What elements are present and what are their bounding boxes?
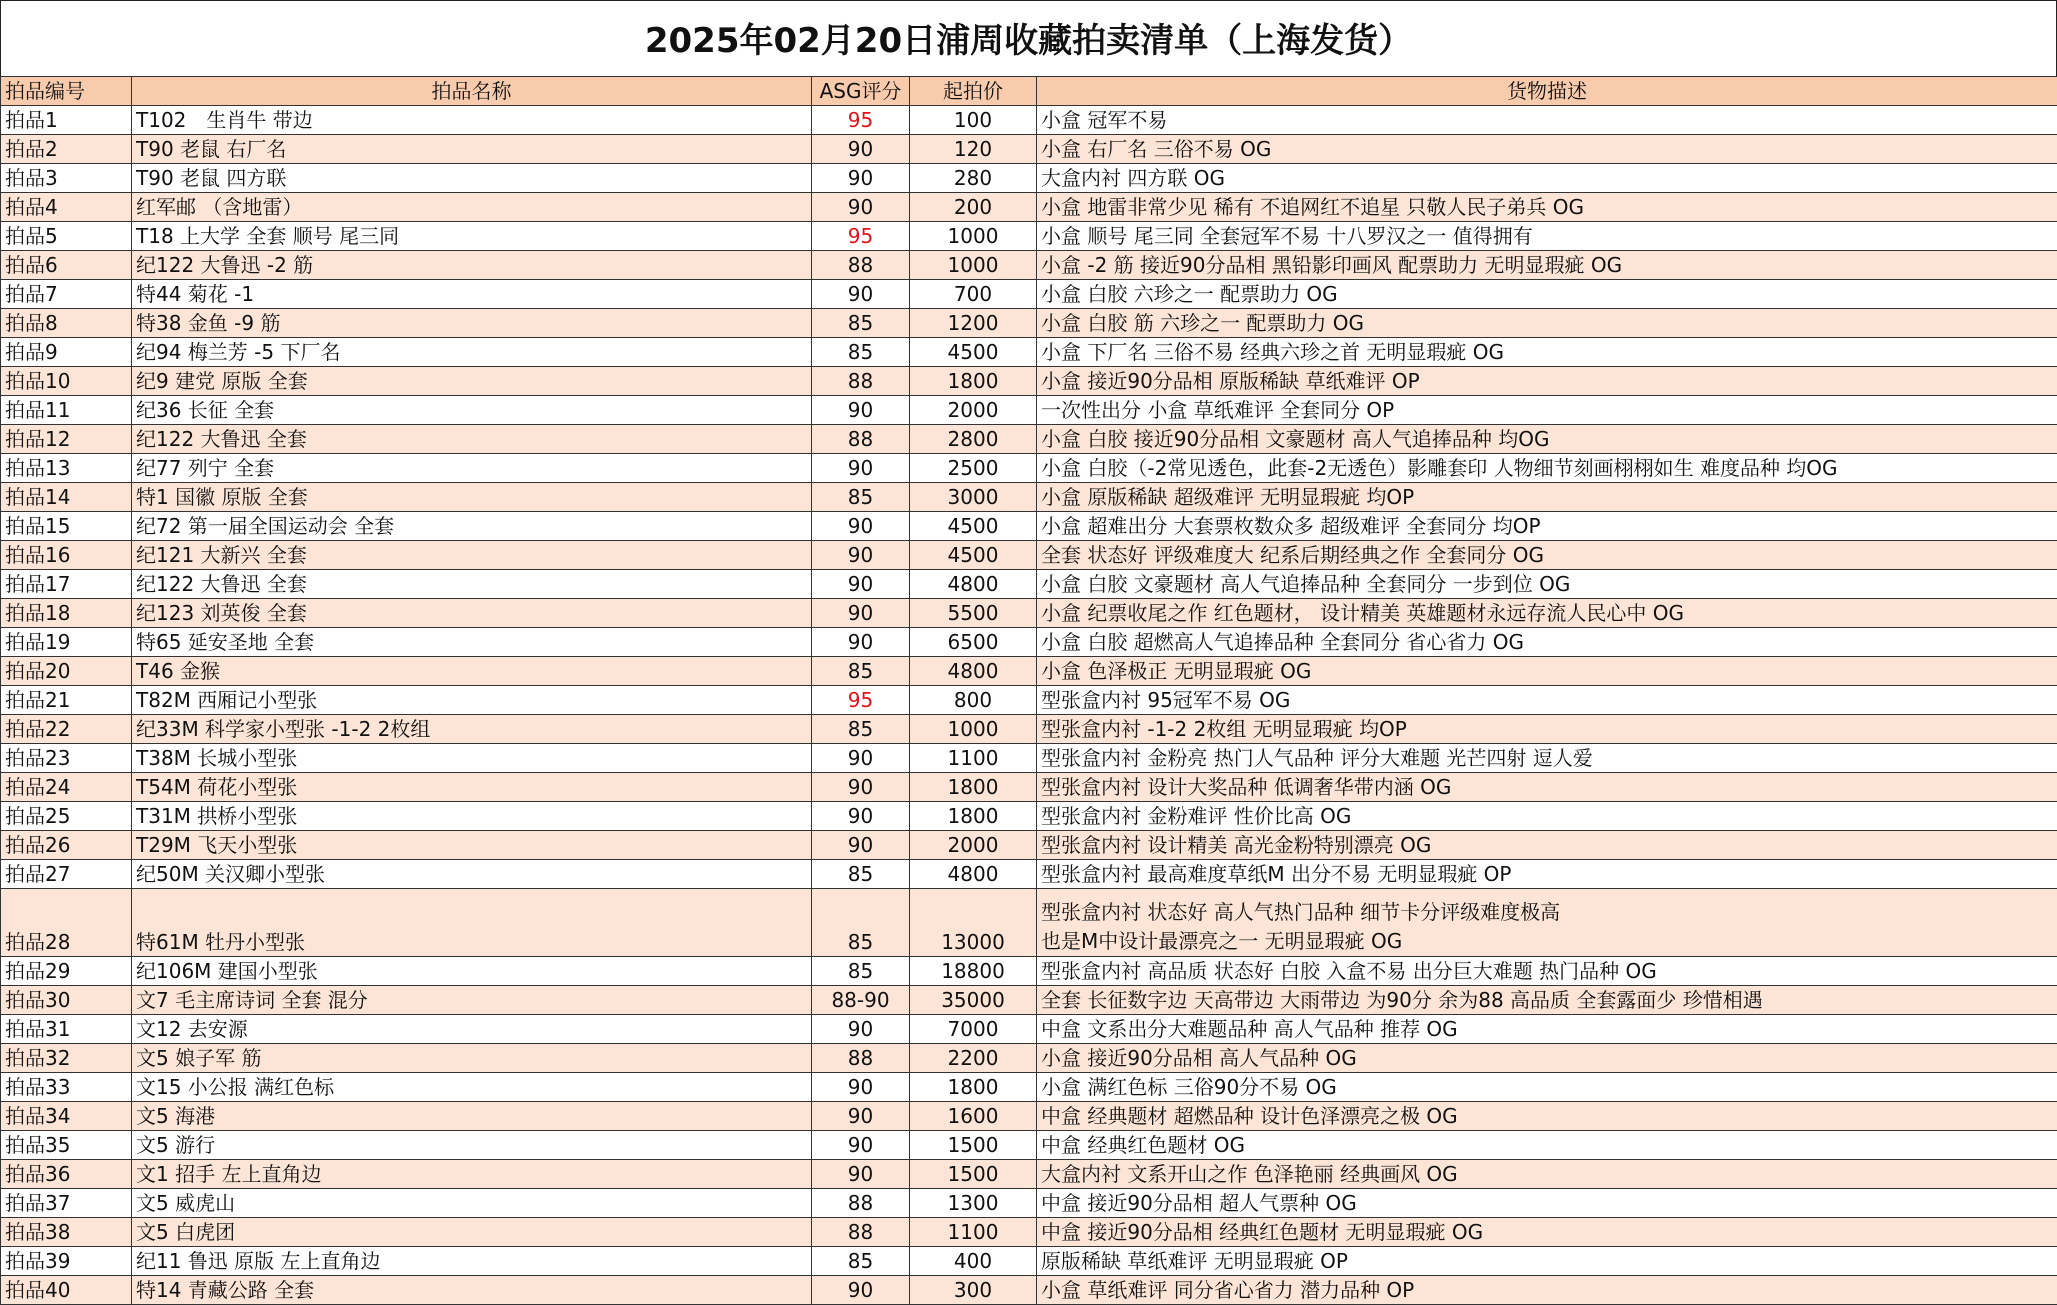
- cell-start-price: 4800: [910, 860, 1037, 889]
- cell-lot-id: 拍品14: [1, 483, 132, 512]
- description-line: 小盒 接近90分品相 高人气品种 OG: [1041, 1044, 2053, 1072]
- table-row: [1, 1189, 2057, 1218]
- cell-lot-id: 拍品7: [1, 280, 132, 309]
- description-line: 小盒 -2 筋 接近90分品相 黑铅影印画风 配票助力 无明显瑕疵 OG: [1041, 251, 2053, 279]
- description-line: 大盒内衬 四方联 OG: [1041, 164, 2053, 192]
- cell-lot-id: 拍品10: [1, 367, 132, 396]
- table-row: [1, 106, 2057, 135]
- cell-description: [1037, 396, 2057, 425]
- cell-lot-id: 拍品24: [1, 773, 132, 802]
- cell-lot-name: 文5 威虎山: [132, 1189, 812, 1218]
- cell-description: [1037, 512, 2057, 541]
- description-line: 中盒 经典红色题材 OG: [1041, 1131, 2053, 1159]
- cell-start-price: 1500: [910, 1131, 1037, 1160]
- cell-lot-name: T82M 西厢记小型张: [132, 686, 812, 715]
- description-line: 中盒 经典题材 超燃品种 设计色泽漂亮之极 OG: [1041, 1102, 2053, 1130]
- cell-description: [1037, 135, 2057, 164]
- table-row: [1, 686, 2057, 715]
- cell-score: 90: [812, 831, 910, 860]
- cell-score: 88: [812, 1044, 910, 1073]
- cell-score: 90: [812, 1276, 910, 1305]
- cell-lot-id: 拍品2: [1, 135, 132, 164]
- table-row: [1, 744, 2057, 773]
- description-line: 小盒 满红色标 三俗90分不易 OG: [1041, 1073, 2053, 1101]
- description-line: 全套 长征数字边 天高带边 大雨带边 为90分 余为88 高品质 全套露面少 珍惜相遇: [1041, 986, 2053, 1014]
- table-row: [1, 773, 2057, 802]
- table-row: [1, 986, 2057, 1015]
- cell-lot-id: 拍品28: [1, 889, 132, 957]
- cell-lot-name: T90 老鼠 右厂名: [132, 135, 812, 164]
- cell-description: [1037, 1189, 2057, 1218]
- cell-lot-name: 特61M 牡丹小型张: [132, 889, 812, 957]
- table-row: [1, 889, 2057, 957]
- cell-lot-name: 纪106M 建国小型张: [132, 957, 812, 986]
- description-line: 小盒 白胶 筋 六珍之一 配票助力 OG: [1041, 309, 2053, 337]
- cell-score: 85: [812, 309, 910, 338]
- cell-start-price: 1800: [910, 802, 1037, 831]
- cell-description: [1037, 106, 2057, 135]
- description-line: 小盒 右厂名 三俗不易 OG: [1041, 135, 2053, 163]
- cell-score: 90: [812, 1073, 910, 1102]
- cell-start-price: 700: [910, 280, 1037, 309]
- cell-lot-name: 纪94 梅兰芳 -5 下厂名: [132, 338, 812, 367]
- table-row: [1, 628, 2057, 657]
- cell-lot-id: 拍品36: [1, 1160, 132, 1189]
- cell-score: 85: [812, 860, 910, 889]
- description-line: 小盒 接近90分品相 原版稀缺 草纸难评 OP: [1041, 367, 2053, 395]
- cell-lot-name: T18 上大学 全套 顺号 尾三同: [132, 222, 812, 251]
- description-line: 小盒 白胶 文豪题材 高人气追捧品种 全套同分 一步到位 OG: [1041, 570, 2053, 598]
- cell-score: 85: [812, 957, 910, 986]
- table-row: [1, 280, 2057, 309]
- cell-start-price: 1800: [910, 1073, 1037, 1102]
- cell-description: [1037, 222, 2057, 251]
- cell-start-price: 1800: [910, 773, 1037, 802]
- cell-description: [1037, 309, 2057, 338]
- cell-start-price: 4500: [910, 541, 1037, 570]
- cell-lot-id: 拍品31: [1, 1015, 132, 1044]
- cell-lot-name: 文12 去安源: [132, 1015, 812, 1044]
- table-row: [1, 1160, 2057, 1189]
- table-row: [1, 570, 2057, 599]
- cell-score: 88: [812, 367, 910, 396]
- cell-description: [1037, 164, 2057, 193]
- description-line: 一次性出分 小盒 草纸难评 全套同分 OP: [1041, 396, 2053, 424]
- cell-description: [1037, 599, 2057, 628]
- header-name: 拍品名称: [132, 77, 812, 106]
- cell-score: 90: [812, 1102, 910, 1131]
- cell-score: 90: [812, 280, 910, 309]
- cell-score: 85: [812, 889, 910, 957]
- cell-start-price: 1000: [910, 251, 1037, 280]
- description-line: 型张盒内衬 -1-2 2枚组 无明显瑕疵 均OP: [1041, 715, 2053, 743]
- cell-start-price: 7000: [910, 1015, 1037, 1044]
- table-row: [1, 135, 2057, 164]
- header-price: 起拍价: [910, 77, 1037, 106]
- cell-lot-name: 文15 小公报 满红色标: [132, 1073, 812, 1102]
- cell-start-price: 400: [910, 1247, 1037, 1276]
- cell-start-price: 4800: [910, 657, 1037, 686]
- cell-lot-name: 纪122 大鲁迅 全套: [132, 425, 812, 454]
- cell-start-price: 35000: [910, 986, 1037, 1015]
- cell-lot-name: T29M 飞天小型张: [132, 831, 812, 860]
- cell-lot-id: 拍品33: [1, 1073, 132, 1102]
- cell-start-price: 4500: [910, 512, 1037, 541]
- cell-score: 95: [812, 686, 910, 715]
- cell-lot-name: T38M 长城小型张: [132, 744, 812, 773]
- sheet-title: 2025年02月20日浦周收藏拍卖清单（上海发货）: [0, 0, 2057, 76]
- table-row: [1, 599, 2057, 628]
- cell-lot-name: 纪122 大鲁迅 -2 筋: [132, 251, 812, 280]
- cell-lot-name: T54M 荷花小型张: [132, 773, 812, 802]
- cell-score: 88: [812, 425, 910, 454]
- cell-score: 90: [812, 802, 910, 831]
- cell-lot-name: 纪50M 关汉卿小型张: [132, 860, 812, 889]
- description-line: 小盒 纪票收尾之作 红色题材， 设计精美 英雄题材永远存流人民心中 OG: [1041, 599, 2053, 627]
- cell-score: 90: [812, 164, 910, 193]
- description-line: 小盒 白胶 接近90分品相 文豪题材 高人气追捧品种 均OG: [1041, 425, 2053, 453]
- cell-lot-name: 纪121 大新兴 全套: [132, 541, 812, 570]
- table-row: [1, 367, 2057, 396]
- cell-lot-name: 特1 国徽 原版 全套: [132, 483, 812, 512]
- cell-description: [1037, 251, 2057, 280]
- table-row: [1, 1015, 2057, 1044]
- cell-description: [1037, 483, 2057, 512]
- cell-description: [1037, 657, 2057, 686]
- cell-lot-id: 拍品17: [1, 570, 132, 599]
- cell-description: [1037, 1276, 2057, 1305]
- cell-lot-name: 文1 招手 左上直角边: [132, 1160, 812, 1189]
- table-row: [1, 1218, 2057, 1247]
- cell-description: [1037, 1218, 2057, 1247]
- header-score: ASG评分: [812, 77, 910, 106]
- header-id: 拍品编号: [1, 77, 132, 106]
- cell-lot-name: 纪33M 科学家小型张 -1-2 2枚组: [132, 715, 812, 744]
- table-row: [1, 193, 2057, 222]
- cell-description: [1037, 1044, 2057, 1073]
- cell-score: 85: [812, 657, 910, 686]
- cell-score: 90: [812, 454, 910, 483]
- description-line: 小盒 超难出分 大套票枚数众多 超级难评 全套同分 均OP: [1041, 512, 2053, 540]
- description-line: 型张盒内衬 高品质 状态好 白胶 入盒不易 出分巨大难题 热门品种 OG: [1041, 957, 2053, 985]
- cell-start-price: 200: [910, 193, 1037, 222]
- table-row: [1, 1073, 2057, 1102]
- description-line: 中盒 接近90分品相 超人气票种 OG: [1041, 1189, 2053, 1217]
- cell-start-price: 4500: [910, 338, 1037, 367]
- cell-lot-id: 拍品32: [1, 1044, 132, 1073]
- cell-lot-name: 纪72 第一届全国运动会 全套: [132, 512, 812, 541]
- cell-lot-name: 文5 白虎团: [132, 1218, 812, 1247]
- description-line: 小盒 草纸难评 同分省心省力 潜力品种 OP: [1041, 1276, 2053, 1304]
- cell-start-price: 100: [910, 106, 1037, 135]
- cell-score: 85: [812, 483, 910, 512]
- cell-start-price: 800: [910, 686, 1037, 715]
- table-row: [1, 512, 2057, 541]
- cell-lot-id: 拍品39: [1, 1247, 132, 1276]
- cell-description: [1037, 831, 2057, 860]
- cell-score: 90: [812, 744, 910, 773]
- cell-description: [1037, 686, 2057, 715]
- auction-table: [0, 76, 2057, 1305]
- cell-lot-name: 纪77 列宁 全套: [132, 454, 812, 483]
- cell-lot-name: 文7 毛主席诗词 全套 混分: [132, 986, 812, 1015]
- cell-start-price: 1300: [910, 1189, 1037, 1218]
- cell-score: 88: [812, 251, 910, 280]
- cell-description: [1037, 367, 2057, 396]
- cell-score: 90: [812, 599, 910, 628]
- table-row: [1, 338, 2057, 367]
- cell-lot-id: 拍品21: [1, 686, 132, 715]
- cell-score: 90: [812, 1131, 910, 1160]
- cell-lot-id: 拍品27: [1, 860, 132, 889]
- cell-lot-id: 拍品40: [1, 1276, 132, 1305]
- cell-lot-name: 文5 娘子军 筋: [132, 1044, 812, 1073]
- cell-description: [1037, 1015, 2057, 1044]
- cell-description: [1037, 802, 2057, 831]
- cell-description: [1037, 744, 2057, 773]
- cell-lot-name: 纪122 大鲁迅 全套: [132, 570, 812, 599]
- description-line: 小盒 白胶 超燃高人气追捧品种 全套同分 省心省力 OG: [1041, 628, 2053, 656]
- cell-lot-name: 纪123 刘英俊 全套: [132, 599, 812, 628]
- cell-lot-id: 拍品26: [1, 831, 132, 860]
- cell-description: [1037, 570, 2057, 599]
- table-row: [1, 802, 2057, 831]
- table-row: [1, 222, 2057, 251]
- cell-score: 90: [812, 135, 910, 164]
- cell-description: [1037, 338, 2057, 367]
- cell-start-price: 1800: [910, 367, 1037, 396]
- cell-description: [1037, 1131, 2057, 1160]
- cell-description: [1037, 715, 2057, 744]
- cell-lot-name: 纪11 鲁迅 原版 左上直角边: [132, 1247, 812, 1276]
- cell-start-price: 300: [910, 1276, 1037, 1305]
- cell-lot-id: 拍品38: [1, 1218, 132, 1247]
- description-line: 小盒 色泽极正 无明显瑕疵 OG: [1041, 657, 2053, 685]
- cell-lot-id: 拍品20: [1, 657, 132, 686]
- cell-lot-id: 拍品22: [1, 715, 132, 744]
- cell-lot-id: 拍品5: [1, 222, 132, 251]
- cell-description: [1037, 454, 2057, 483]
- cell-lot-name: T46 金猴: [132, 657, 812, 686]
- cell-score: 95: [812, 106, 910, 135]
- description-line: 型张盒内衬 金粉难评 性价比高 OG: [1041, 802, 2053, 830]
- cell-lot-id: 拍品11: [1, 396, 132, 425]
- cell-score: 90: [812, 1160, 910, 1189]
- cell-description: [1037, 193, 2057, 222]
- cell-description: [1037, 1160, 2057, 1189]
- table-row: [1, 251, 2057, 280]
- cell-start-price: 280: [910, 164, 1037, 193]
- cell-lot-id: 拍品18: [1, 599, 132, 628]
- cell-description: [1037, 1102, 2057, 1131]
- description-line: 中盒 接近90分品相 经典红色题材 无明显瑕疵 OG: [1041, 1218, 2053, 1246]
- table-row: [1, 396, 2057, 425]
- cell-start-price: 2800: [910, 425, 1037, 454]
- description-line: 型张盒内衬 金粉亮 热门人气品种 评分大难题 光芒四射 逗人爱: [1041, 744, 2053, 772]
- cell-lot-id: 拍品12: [1, 425, 132, 454]
- cell-start-price: 18800: [910, 957, 1037, 986]
- cell-start-price: 13000: [910, 889, 1037, 957]
- cell-start-price: 1200: [910, 309, 1037, 338]
- cell-start-price: 2000: [910, 831, 1037, 860]
- description-line: 型张盒内衬 最高难度草纸M 出分不易 无明显瑕疵 OP: [1041, 860, 2053, 888]
- description-line: 型张盒内衬 状态好 高人气热门品种 细节卡分评级难度极高: [1041, 898, 2053, 927]
- description-line: 型张盒内衬 95冠军不易 OG: [1041, 686, 2053, 714]
- description-line: 小盒 下厂名 三俗不易 经典六珍之首 无明显瑕疵 OG: [1041, 338, 2053, 366]
- cell-lot-id: 拍品35: [1, 1131, 132, 1160]
- cell-start-price: 2200: [910, 1044, 1037, 1073]
- description-line: 小盒 原版稀缺 超级难评 无明显瑕疵 均OP: [1041, 483, 2053, 511]
- cell-score: 90: [812, 570, 910, 599]
- cell-lot-id: 拍品29: [1, 957, 132, 986]
- description-line: 小盒 冠军不易: [1041, 106, 2053, 134]
- cell-lot-id: 拍品9: [1, 338, 132, 367]
- table-body: [1, 106, 2057, 1305]
- cell-lot-name: 特14 青藏公路 全套: [132, 1276, 812, 1305]
- cell-lot-id: 拍品37: [1, 1189, 132, 1218]
- table-row: [1, 541, 2057, 570]
- table-row: [1, 483, 2057, 512]
- cell-start-price: 5500: [910, 599, 1037, 628]
- table-row: [1, 1044, 2057, 1073]
- cell-lot-id: 拍品34: [1, 1102, 132, 1131]
- table-row: [1, 831, 2057, 860]
- cell-start-price: 1000: [910, 715, 1037, 744]
- table-row: [1, 657, 2057, 686]
- description-line: 小盒 地雷非常少见 稀有 不追网红不追星 只敬人民子弟兵 OG: [1041, 193, 2053, 221]
- cell-score: 85: [812, 1247, 910, 1276]
- cell-start-price: 3000: [910, 483, 1037, 512]
- description-line: 中盒 文系出分大难题品种 高人气品种 推荐 OG: [1041, 1015, 2053, 1043]
- header-row: [1, 77, 2057, 106]
- table-row: [1, 957, 2057, 986]
- cell-description: [1037, 957, 2057, 986]
- cell-lot-id: 拍品23: [1, 744, 132, 773]
- cell-description: [1037, 1073, 2057, 1102]
- cell-description: [1037, 773, 2057, 802]
- cell-score: 85: [812, 715, 910, 744]
- cell-start-price: 2000: [910, 396, 1037, 425]
- cell-start-price: 1000: [910, 222, 1037, 251]
- description-line: 小盒 顺号 尾三同 全套冠军不易 十八罗汉之一 值得拥有: [1041, 222, 2053, 250]
- cell-lot-name: 特44 菊花 -1: [132, 280, 812, 309]
- table-row: [1, 454, 2057, 483]
- cell-score: 85: [812, 338, 910, 367]
- cell-lot-name: 文5 海港: [132, 1102, 812, 1131]
- description-line: 原版稀缺 草纸难评 无明显瑕疵 OP: [1041, 1247, 2053, 1275]
- cell-score: 90: [812, 628, 910, 657]
- cell-description: [1037, 986, 2057, 1015]
- cell-description: [1037, 425, 2057, 454]
- description-line: 小盒 白胶（-2常见透色，此套-2无透色）影雕套印 人物细节刻画栩栩如生 难度品种 均OG: [1041, 454, 2053, 482]
- description-line: 大盒内衬 文系开山之作 色泽艳丽 经典画风 OG: [1041, 1160, 2053, 1188]
- cell-score: 88: [812, 1189, 910, 1218]
- table-row: [1, 164, 2057, 193]
- cell-start-price: 1600: [910, 1102, 1037, 1131]
- cell-lot-id: 拍品25: [1, 802, 132, 831]
- cell-start-price: 4800: [910, 570, 1037, 599]
- cell-lot-id: 拍品15: [1, 512, 132, 541]
- cell-description: [1037, 860, 2057, 889]
- description-line: 型张盒内衬 设计大奖品种 低调奢华带内涵 OG: [1041, 773, 2053, 801]
- table-row: [1, 1131, 2057, 1160]
- table-row: [1, 860, 2057, 889]
- cell-description: [1037, 889, 2057, 957]
- cell-score: 88: [812, 1218, 910, 1247]
- cell-lot-name: 红军邮 （含地雷）: [132, 193, 812, 222]
- cell-lot-id: 拍品19: [1, 628, 132, 657]
- cell-lot-name: 文5 游行: [132, 1131, 812, 1160]
- table-row: [1, 425, 2057, 454]
- cell-lot-id: 拍品30: [1, 986, 132, 1015]
- table-row: [1, 309, 2057, 338]
- cell-score: 95: [812, 222, 910, 251]
- cell-score: 90: [812, 512, 910, 541]
- cell-lot-name: 特65 延安圣地 全套: [132, 628, 812, 657]
- cell-lot-id: 拍品4: [1, 193, 132, 222]
- cell-description: [1037, 541, 2057, 570]
- cell-score: 90: [812, 1015, 910, 1044]
- cell-start-price: 1500: [910, 1160, 1037, 1189]
- cell-lot-id: 拍品3: [1, 164, 132, 193]
- cell-description: [1037, 280, 2057, 309]
- cell-score: 90: [812, 541, 910, 570]
- cell-lot-name: 纪36 长征 全套: [132, 396, 812, 425]
- cell-lot-id: 拍品1: [1, 106, 132, 135]
- cell-lot-id: 拍品13: [1, 454, 132, 483]
- header-desc: 货物描述: [1037, 77, 2057, 106]
- cell-score: 90: [812, 193, 910, 222]
- cell-description: [1037, 628, 2057, 657]
- cell-lot-name: 纪9 建党 原版 全套: [132, 367, 812, 396]
- description-line: 全套 状态好 评级难度大 纪系后期经典之作 全套同分 OG: [1041, 541, 2053, 569]
- cell-lot-id: 拍品6: [1, 251, 132, 280]
- description-line: 也是M中设计最漂亮之一 无明显瑕疵 OG: [1041, 927, 2053, 956]
- description-line: 型张盒内衬 设计精美 高光金粉特别漂亮 OG: [1041, 831, 2053, 859]
- cell-lot-id: 拍品8: [1, 309, 132, 338]
- cell-start-price: 6500: [910, 628, 1037, 657]
- cell-start-price: 1100: [910, 744, 1037, 773]
- cell-lot-name: 特38 金鱼 -9 筋: [132, 309, 812, 338]
- table-row: [1, 1102, 2057, 1131]
- cell-score: 90: [812, 396, 910, 425]
- cell-start-price: 1100: [910, 1218, 1037, 1247]
- description-line: 小盒 白胶 六珍之一 配票助力 OG: [1041, 280, 2053, 308]
- cell-lot-name: T102 生肖牛 带边: [132, 106, 812, 135]
- table-row: [1, 1276, 2057, 1305]
- cell-lot-id: 拍品16: [1, 541, 132, 570]
- cell-description: [1037, 1247, 2057, 1276]
- cell-score: 90: [812, 773, 910, 802]
- cell-score: 88-90: [812, 986, 910, 1015]
- table-row: [1, 1247, 2057, 1276]
- cell-lot-name: T90 老鼠 四方联: [132, 164, 812, 193]
- cell-start-price: 2500: [910, 454, 1037, 483]
- cell-lot-name: T31M 拱桥小型张: [132, 802, 812, 831]
- cell-start-price: 120: [910, 135, 1037, 164]
- table-row: [1, 715, 2057, 744]
